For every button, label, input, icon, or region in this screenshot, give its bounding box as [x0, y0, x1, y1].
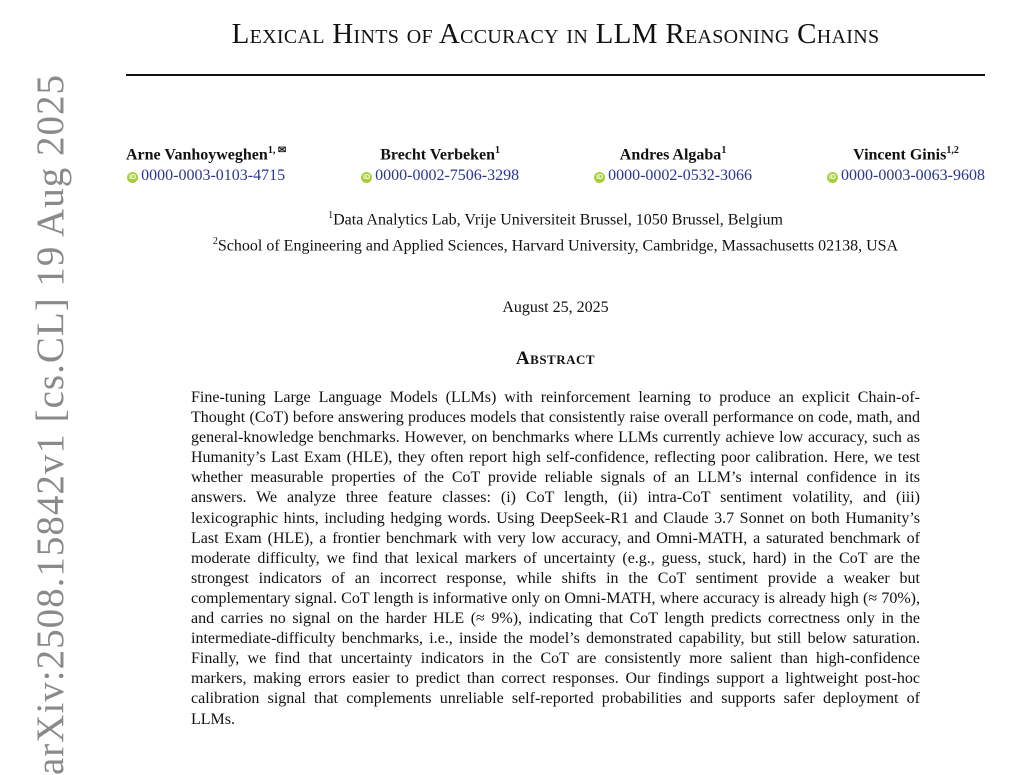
orcid-link[interactable]: iD 0000-0003-0103-4715: [129, 167, 286, 185]
author-block: [126, 140, 286, 186]
author-name: Vincent Ginis$^{1,2}$: [853, 145, 959, 164]
author-list: [126, 140, 985, 186]
affiliation-line: $^1$Data Analytics Lab, Vrije Universiteit Brussel, 1050 Brussel, Belgium: [328, 210, 783, 229]
author-name: Brecht Verbeken$^1$: [380, 145, 501, 164]
author-name: Andres Algaba$^1$: [619, 145, 727, 164]
affiliations: [126, 205, 985, 258]
orcid-link[interactable]: iD 0000-0003-0063-9608: [828, 167, 985, 185]
arxiv-identifier-stamp: [17, 74, 77, 775]
publication-date: August 25, 2025: [502, 299, 609, 316]
orcid-link[interactable]: iD 0000-0002-0532-3066: [596, 167, 753, 185]
abstract-heading: Abstract: [515, 348, 596, 369]
paper-title: Lexical Hints of Accuracy in LLM Reasoning Chains: [231, 18, 880, 50]
author-block: [361, 140, 519, 186]
affiliation-line: $^2$School of Engineering and Applied Sciences, Harvard University, Cambridge, Massachusetts 02138, USA: [212, 236, 899, 255]
author-affiliation-marks: 1: [721, 145, 727, 156]
author-name: Arne Vanhoyweghen$^{1, ✉}$: [126, 145, 287, 164]
author-affiliation-marks: 1: [495, 145, 501, 156]
orcid-icon: iD: [596, 174, 604, 182]
arxiv-identifier-text: arXiv:2508.15842v1 [cs.CL] 19 Aug 2025: [29, 74, 72, 775]
author-affiliation-marks: 1, ✉: [267, 145, 287, 156]
orcid-icon: iD: [129, 174, 137, 182]
abstract-text: Fine-tuning Large Language Models (LLMs) with reinforcement learning to produce an explicit Chain-of-Thought (CoT) before answering produces models that consistently raise overall performance on code, math, and general-knowledge benchmarks. However, on benchmarks where LLMs currently achieve low accuracy, such as Humanity’s Last Exam (HLE), they often report high self-confidence, reflecting poor calibration. Here, we test whether measurable properties of the CoT provide reliable signals of an LLM’s internal confidence in its answers. We analyze three feature classes: (i) CoT length, (ii) intra-CoT sentiment volatility, and (iii) lexicographic hints, including hedging words. Using DeepSeek-R1 and Claude 3.7 Sonnet on both Humanity’s Last Exam (HLE), a frontier benchmark with very low accuracy, and Omni-MATH, a saturated benchmark of moderate difficulty, we find that lexical markers of uncertainty (e.g., guess, stuck, hard) in the CoT are the strongest indicators of an incorrect response, while shifts in the CoT sentiment provide a weaker but complementary signal. CoT length is informative only on Omni-MATH, where accuracy is already high (≈ 70%), and carries no signal on the harder HLE (≈ 9%), indicating that CoT length predicts correctness only in the intermediate-difficulty benchmarks, i.e., inside the model’s demonstrated capability, but still below saturation. Finally, we find that uncertainty indicators in the CoT are consistently more salient than high-confidence markers, making errors easier to predict than correct responses. Our findings support a lightweight post-hoc calibration signal that complements unreliable self-reported probabilities and supports safer deployment of LLMs.: [191, 389, 920, 728]
author-block: [827, 140, 985, 186]
orcid-icon: iD: [363, 174, 371, 182]
author-block: [594, 140, 752, 186]
orcid-icon: iD: [828, 174, 836, 182]
orcid-link[interactable]: iD 0000-0002-7506-3298: [363, 167, 520, 185]
author-affiliation-marks: 1,2: [946, 145, 959, 156]
title-rule: [126, 74, 985, 76]
